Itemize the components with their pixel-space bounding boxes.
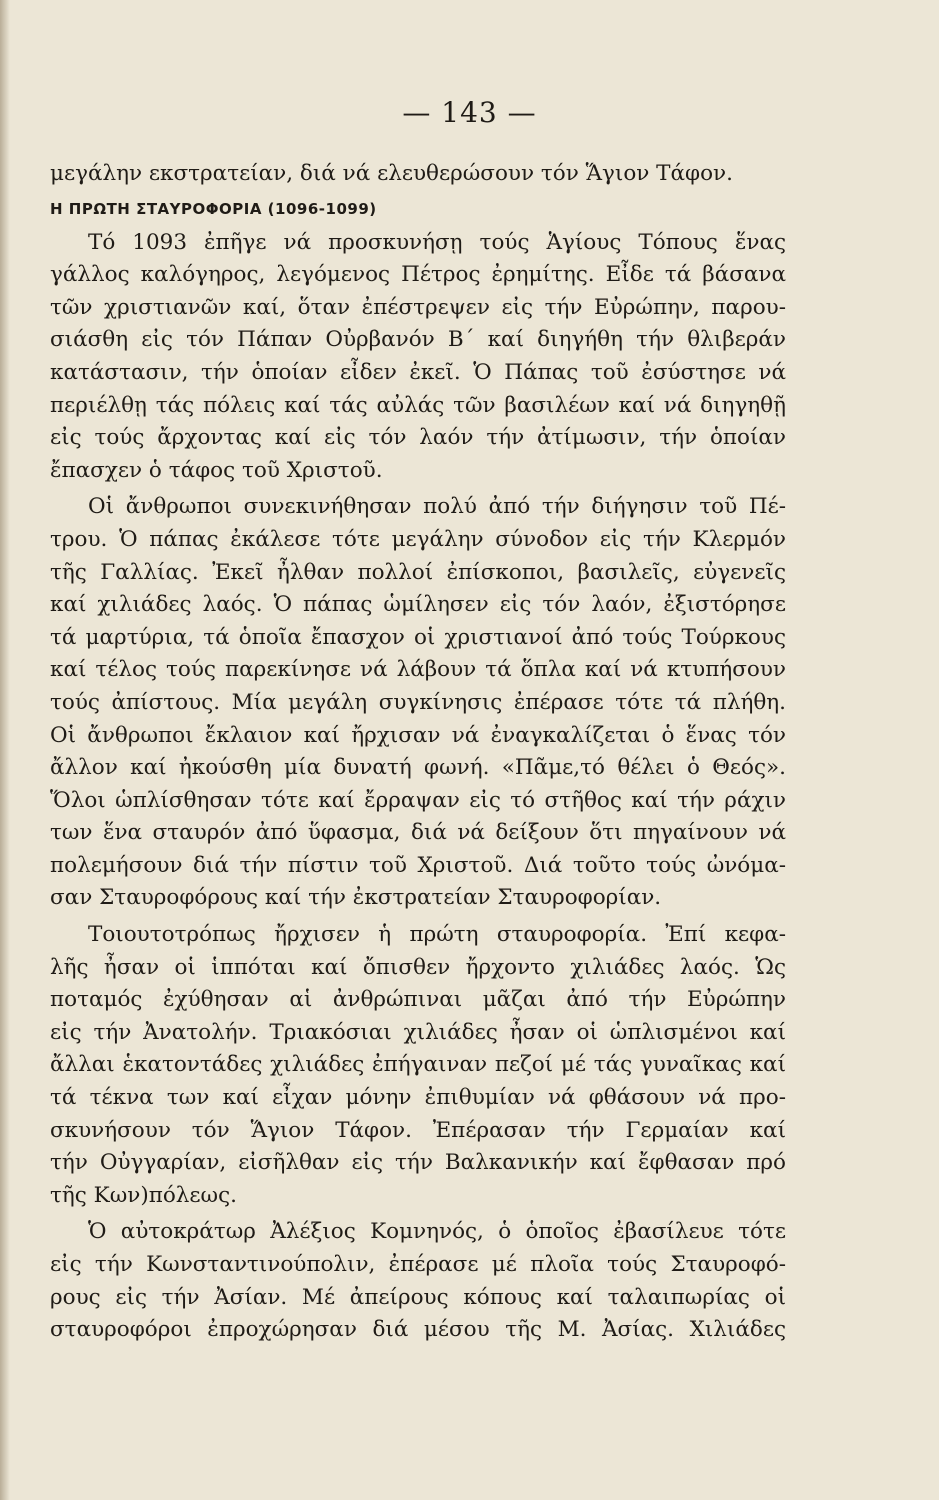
text-line: Τό 1093 ἐπῆγε νά προσκυνήσῃ τούς Ἁγίους Τόπους ἕνας <box>88 229 786 255</box>
text-line: τρου. Ὁ πάπας ἐκάλεσε τότε μεγάλην σύνοδον εἰς τήν Κλερμόν <box>50 526 786 552</box>
page-edge-shadow <box>0 0 10 1500</box>
text-line: Οἱ ἄνθρωποι ἔκλαιον καί ἤρχισαν νά ἐναγκαλίζεται ὁ ἕνας τόν <box>50 722 786 748</box>
text-line: τά τέκνα των καί εἶχαν μόνην ἐπιθυμίαν νά φθάσουν νά προ- <box>50 1085 786 1111</box>
text-line: τῆς Κων)πόλεως. <box>50 1182 237 1208</box>
text-line: σιάσθη εἰς τόν Πάπαν Οὐρβανόν Β΄ καί διηγήθη τήν θλιβεράν <box>50 327 786 353</box>
text-line: τῆς Γαλλίας. Ἐκεῖ ἦλθαν πολλοί ἐπίσκοποι, βασιλεῖς, εὐγενεῖς <box>50 559 786 585</box>
text-line: σαν Σταυροφόρους καί τήν ἐκστρατείαν Σταυροφορίαν. <box>50 885 662 911</box>
text-line: τήν Οὐγγαρίαν, εἰσῆλθαν εἰς τήν Βαλκανικήν καί ἔφθασαν πρό <box>50 1150 786 1176</box>
text-line: Οἱ ἄνθρωποι συνεκινήθησαν πολύ ἀπό τήν διήγησιν τοῦ Πέ- <box>88 494 786 520</box>
text-line: Ὅλοι ὡπλίσθησαν τότε καί ἔρραψαν εἰς τό στῆθος καί τήν ράχιν <box>50 787 786 813</box>
text-line: ρους εἰς τήν Ἀσίαν. Μέ ἀπείρους κόπους καί ταλαιπωρίας οἱ <box>50 1284 786 1310</box>
text-line: εἰς τήν Ἀνατολήν. Τριακόσιαι χιλιάδες ἦσαν οἱ ὡπλισμένοι καί <box>50 1019 786 1045</box>
section-heading: Η ΠΡΩΤΗ ΣΤΑΥΡΟΦΟΡΙΑ (1096-1099) <box>50 199 377 218</box>
text-line: κατάστασιν, τήν ὁποίαν εἶδεν ἐκεῖ. Ὁ Πάπας τοῦ ἐσύστησε νά <box>50 359 786 385</box>
text-line: μεγάλην εκστρατείαν, διά νά ελευθερώσουν τόν Ἅγιον Τάφον. <box>50 161 733 186</box>
text-line: ἄλλαι ἑκατοντάδες χιλιάδες ἐπήγαιναν πεζοί μέ τάς γυναῖκας καί <box>50 1052 786 1078</box>
text-line: Τοιουτοτρόπως ἤρχισεν ἡ πρώτη σταυροφορία. Ἐπί κεφα- <box>88 922 786 948</box>
text-line: τῶν χριστιανῶν καί, ὅταν ἐπέστρεψεν εἰς τήν Εὐρώπην, παρου- <box>50 294 786 320</box>
text-line: ποταμός ἐχύθησαν αἱ ἀνθρώπιναι μᾶζαι ἀπό τήν Εὐρώπην <box>50 987 786 1013</box>
text-line: σταυροφόροι ἐπροχώρησαν διά μέσου τῆς Μ. Ἀσίας. Χιλιάδες <box>50 1317 786 1343</box>
text-line: λῆς ἦσαν οἱ ἱππόται καί ὄπισθεν ἤρχοντο χιλιάδες λαός. Ὡς <box>50 954 786 980</box>
text-line: εἰς τήν Κωνσταντινούπολιν, ἐπέρασε μέ πλοῖα τούς Σταυροφό- <box>50 1252 786 1277</box>
text-line: τούς ἀπίστους. Μία μεγάλη συγκίνησις ἐπέρασε τότε τά πλήθη. <box>50 689 786 715</box>
text-line: περιέλθῃ τάς πόλεις καί τάς αὐλάς τῶν βασιλέων καί νά διηγηθῇ <box>50 392 786 418</box>
body-text <box>50 158 786 1347</box>
page-number: — 143 — <box>402 96 537 129</box>
text-line: γάλλος καλόγηρος, λεγόμενος Πέτρος ἐρημίτης. Εἶδε τά βάσανα <box>50 262 786 288</box>
text-line: τά μαρτύρια, τά ὁποῖα ἔπασχον οἱ χριστιανοί ἀπό τούς Τούρκους <box>50 624 786 650</box>
text-line: ἔπασχεν ὁ τάφος τοῦ Χριστοῦ. <box>50 457 383 483</box>
text-line: Ὁ αὐτοκράτωρ Ἀλέξιος Κομνηνός, ὁ ὁποῖος ἐβασίλευε τότε <box>88 1219 786 1245</box>
text-line: εἰς τούς ἄρχοντας καί εἰς τόν λαόν τήν ἀτίμωσιν, τήν ὁποίαν <box>50 425 786 451</box>
text-line: των ἕνα σταυρόν ἀπό ὕφασμα, διά νά δείξουν ὅτι πηγαίνουν νά <box>50 820 786 846</box>
text-line: πολεμήσουν διά τήν πίστιν τοῦ Χριστοῦ. Διά τοῦτο τούς ὠνόμα- <box>50 852 786 878</box>
text-line: σκυνήσουν τόν Ἅγιον Τάφον. Ἐπέρασαν τήν Γερμαίαν καί <box>50 1117 786 1143</box>
text-line: καί χιλιάδες λαός. Ὁ πάπας ὡμίλησεν εἰς τόν λαόν, ἐξιστόρησε <box>50 592 786 618</box>
text-line: ἄλλον καί ἠκούσθη μία δυνατή φωνή. «Πᾶμε,τό θέλει ὁ Θεός». <box>50 755 786 781</box>
text-line: καί τέλος τούς παρεκίνησε νά λάβουν τά ὅπλα καί νά κτυπήσουν <box>50 657 786 683</box>
